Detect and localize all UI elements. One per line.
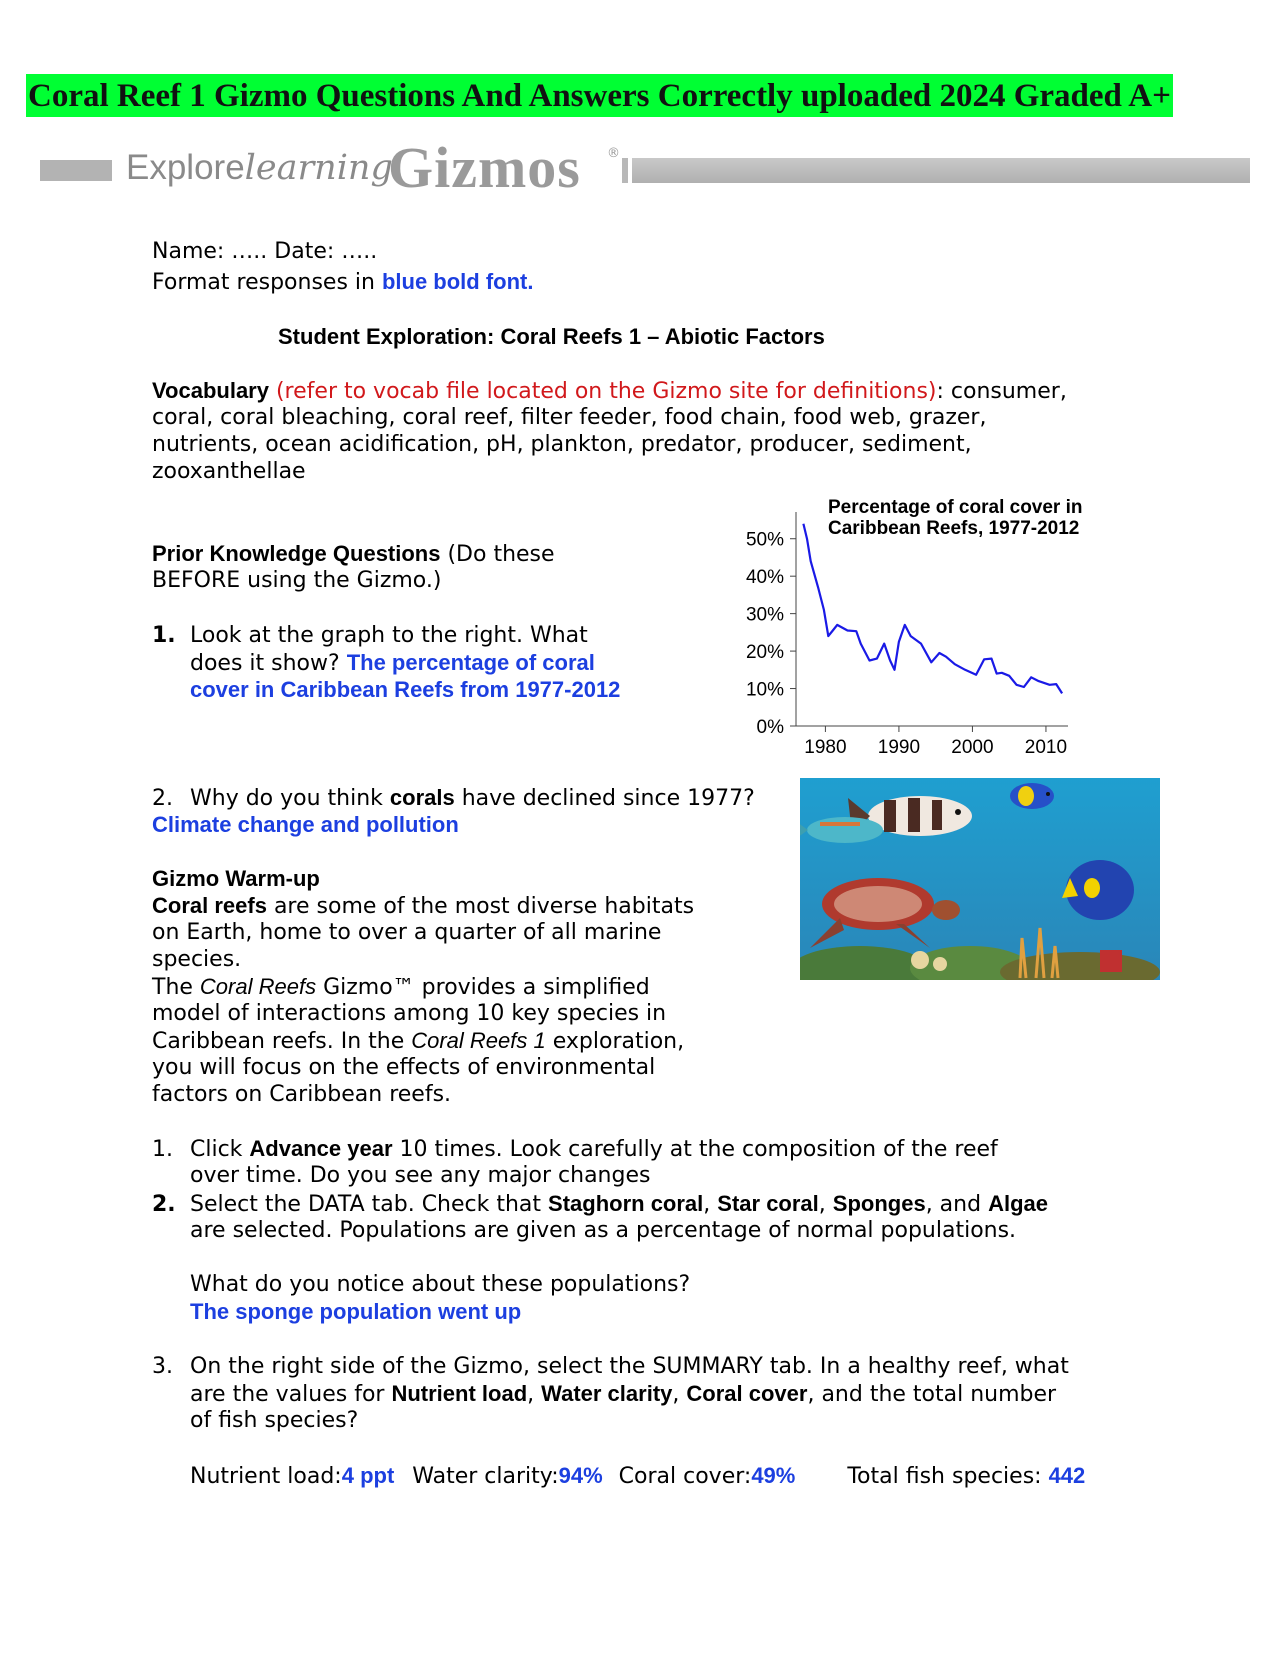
question-2-answer: Climate change and pollution xyxy=(152,812,459,837)
warmup-p2-line4: you will focus on the effects of environmental xyxy=(152,1055,656,1080)
chart-title-line2: Caribbean Reefs, 1977-2012 xyxy=(828,518,1080,539)
format-instructions: Format responses in blue bold font. xyxy=(152,269,534,295)
logo-bar-right xyxy=(632,158,1250,183)
chart-y-tick-label: 50% xyxy=(745,529,784,551)
step-2-line2: are selected. Populations are given as a percentage of normal populations. xyxy=(190,1218,1017,1243)
chart-y-tick-label: 20% xyxy=(745,642,784,664)
warmup-p2-line3: Caribbean reefs. In the Coral Reefs 1 exploration, xyxy=(152,1028,685,1054)
prior-knowledge-heading: Prior Knowledge Questions (Do these xyxy=(152,541,555,567)
step-3-line2: are the values for Nutrient load, Water clarity, Coral cover, and the total number xyxy=(190,1381,1057,1407)
question-2: 2. Why do you think corals have declined since 1977? xyxy=(152,785,755,811)
coral-cover-series-line xyxy=(803,524,1062,694)
step-2-answer: The sponge population went up xyxy=(190,1299,522,1324)
step-2: 2. Select the DATA tab. Check that Staghorn coral, Star coral, Sponges, and Algae xyxy=(152,1191,1048,1217)
step-2-question: What do you notice about these populations? xyxy=(190,1272,691,1297)
coral-cover-label: Coral cover: xyxy=(618,1464,752,1489)
warmup-p2-line2: model of interactions among 10 key species in xyxy=(152,1001,667,1026)
chart-y-tick-label: 0% xyxy=(756,717,784,738)
chart-x-tick-label: 1980 xyxy=(804,737,847,758)
fish-species-label: Total fish species: xyxy=(847,1464,1049,1489)
question-1-answer: cover in Caribbean Reefs from 1977-2012 xyxy=(190,677,621,702)
nutrient-load-label: Nutrient load: xyxy=(190,1464,342,1489)
warmup-p1-line2: on Earth, home to over a quarter of all marine xyxy=(152,920,662,945)
chart-x-tick-label: 2000 xyxy=(951,737,994,758)
chart-y-tick-label: 30% xyxy=(745,604,784,626)
logo-explore-learning: Explorelearning xyxy=(126,148,393,188)
logo-gizmos: Gizmos xyxy=(388,135,581,200)
question-1-line2: does it show? The percentage of coral xyxy=(190,650,595,676)
chart-y-tick-label: 40% xyxy=(745,567,784,589)
warmup-p2-line1: The Coral Reefs Gizmo™ provides a simplified xyxy=(152,974,650,1000)
logo-registered-mark: ® xyxy=(607,146,620,161)
vocab-line-1: Vocabulary (refer to vocab file located on the Gizmo site for definitions): consumer, xyxy=(152,378,1067,404)
vocab-line-3: nutrients, ocean acidification, pH, plankton, predator, producer, sediment, xyxy=(152,432,972,457)
page-title: Student Exploration: Coral Reefs 1 – Abiotic Factors xyxy=(278,324,825,349)
vocab-line-2: coral, coral bleaching, coral reef, filter feeder, food chain, food web, grazer, xyxy=(152,405,987,430)
angelfish-icon xyxy=(1010,783,1054,809)
prior-knowledge-heading-line2: BEFORE using the Gizmo.) xyxy=(152,568,442,593)
coral-cover-chart xyxy=(720,488,1160,760)
chart-title-line1: Percentage of coral cover in xyxy=(828,497,1083,518)
document-banner-title: Coral Reef 1 Gizmo Questions And Answers Correctly uploaded 2024 Graded A+ xyxy=(26,74,1173,117)
coral-reef-illustration xyxy=(800,778,1160,980)
fish-species-value: 442 xyxy=(1048,1463,1086,1488)
step-1: 1. Click Advance year 10 times. Look carefully at the composition of the reef xyxy=(152,1136,998,1162)
water-clarity-label: Water clarity: xyxy=(412,1464,559,1489)
coral-cover-value: 49% xyxy=(751,1463,796,1488)
name-date-line: Name: ….. Date: ….. xyxy=(152,239,378,264)
water-clarity-value: 94% xyxy=(558,1463,603,1488)
question-1: 1. Look at the graph to the right. What xyxy=(152,623,588,648)
warmup-heading: Gizmo Warm-up xyxy=(152,866,320,891)
step-3: 3. On the right side of the Gizmo, select the SUMMARY tab. In a healthy reef, what xyxy=(152,1354,1069,1379)
warmup-p1-line3: species. xyxy=(152,947,242,972)
chart-y-tick-label: 10% xyxy=(745,679,784,701)
logo-bar-left xyxy=(40,160,112,181)
summary-values-line xyxy=(190,1462,1085,1490)
chart-x-tick-label: 2010 xyxy=(1024,737,1068,758)
vocab-line-4: zooxanthellae xyxy=(152,459,306,484)
warmup-p2-line5: factors on Caribbean reefs. xyxy=(152,1082,452,1107)
warmup-p1-line1: Coral reefs are some of the most diverse habitats xyxy=(152,893,695,919)
step-3-line3: of fish species? xyxy=(190,1408,359,1433)
nutrient-load-value: 4 ppt xyxy=(341,1463,395,1488)
step-1-line2: over time. Do you see any major changes xyxy=(190,1163,651,1188)
chart-x-tick-label: 1990 xyxy=(877,737,921,758)
